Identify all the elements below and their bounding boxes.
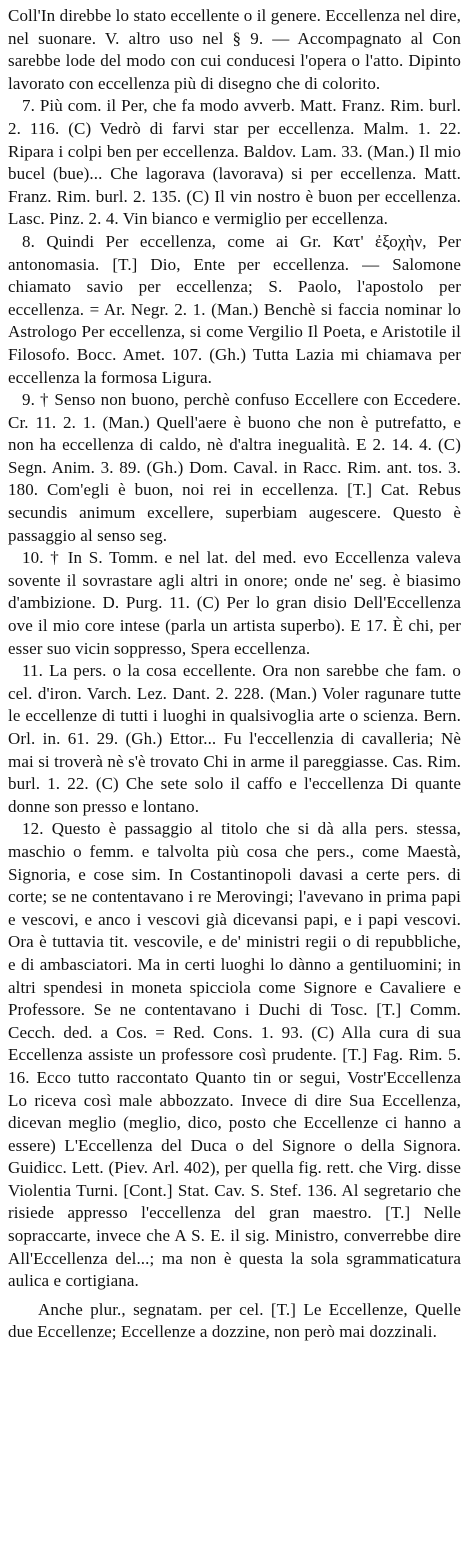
- entry-plural-note: Anche plur., segnatam. per cel. [T.] Le Eccellenze, Quelle due Eccellenze; Eccellenze a dozzine, non però mai dozzinali.: [8, 1299, 461, 1342]
- entry-section-12: 12. Questo è passaggio al titolo che si dà alla pers. stessa, maschio o femm. e talvolta più cosa che pers., come Maestà, Signoria, e cose sim. In Costantinopoli davasi a certe pers. di corte; se ne contentavano i re Merovingi; l'avevano in prima papi e vescovi, e anco i vescovi già dicevansi papi, e i papi vescovi. Ora è tuttavia tit. vescovile, e de' ministri regii o di repubbliche, e di ambasciatori. Ma in certi luoghi lo dànno a gentiluomini; in altri spendesi in moneta spicciola come Signore e Cavaliere e Professore. Se ne contentavano i Duchi di Tosc. [T.] Comm. Cecch. ded. a Cos. = Red. Cons. 1. 93. (C) Alla cura di sua Eccellenza assiste un professore così prudente. [T.] Fag. Rim. 5. 16. Ecco tutto raccontato Quanto tin or segui, Vostr'Eccellenza Lo riceva così male abbozzato. Invece di dire Sua Eccellenza, dicevan meglio (meglio, dico, posto che Eccellenze ci hanno a essere) L'Eccellenza del Duca o del Signore o della Signora. Guidicc. Lett. (Piev. Arl. 402), per quella fig. rett. che Virg. disse Violentia Turni. [Cont.] Stat. Cav. S. Stef. 136. Al segretario che risiede appresso l'eccellenza del gran maestro. [T.] Nelle sopraccarte, invece che A S. E. il sig. Ministro, converrebbe dire All'Eccellenza del...; ma non è questa la sola sgrammaticatura aulica e cortigiana.: [8, 819, 461, 1291]
- entry-section-8: 8. Quindi Per eccellenza, come ai Gr. Κατ' ἐξοχὴν, Per antonomasia. [T.] Dio, Ente per eccellenza. — Salomone chiamato savio per eccellenza; S. Paolo, l'apostolo per eccellenza. = Ar. Negr. 2. 1. (Man.) Benchè si faccia nominar lo Astrologo Per eccellenza, si come Vergilio Il Poeta, e Aristotile il Filosofo. Bocc. Amet. 107. (Gh.) Tutta Lazia mi chiamava per eccellenza la formosa Ligura.: [8, 231, 461, 387]
- entry-paragraph-coll-in: Coll'In direbbe lo stato eccellente o il genere. Eccellenza nel dire, nel suonare. V. altro uso nel § 9. — Accompagnato al Con sarebbe lode del modo con cui conducesi l'opera o l'atto. Dipinto lavorato con eccellenza più di disegno che di colorito.: [8, 6, 461, 93]
- entry-section-11: 11. La pers. o la cosa eccellente. Ora non sarebbe che fam. o cel. d'iron. Varch. Lez. Dant. 2. 228. (Man.) Voler ragunare tutte le eccellenze di tutti i luoghi in qualsivoglia arte o scienza. Bern. Orl. in. 61. 29. (Gh.) Ettor... Fu l'eccellenzia di cavalleria; Nè mai si troverà nè s'è trovato Chi in arme il pareggiasse. Cas. Rim. burl. 1. 22. (C) Che sete solo il caffo e l'eccellenza Di quante donne son presso e lontano.: [8, 661, 461, 816]
- entry-section-9: 9. † Senso non buono, perchè confuso Eccellere con Eccedere. Cr. 11. 2. 1. (Man.) Quell'aere è buono che non è putrefatto, e non ha eccellenza di caldo, nè d'altra inegualità. E 2. 14. 4. (C) Segn. Anim. 3. 89. (Gh.) Dom. Caval. in Racc. Rim. ant. tos. 3. 180. Com'egli è buon, noi rei in eccellenza. [T.] Cat. Rebus secundis animum excellere, superbiam augescere. Questo è passaggio al senso seg.: [8, 390, 461, 545]
- entry-section-10: 10. † In S. Tomm. e nel lat. del med. evo Eccellenza valeva sovente il sovrastare agli altri in onore; onde ne' seg. è biasimo d'ambizione. D. Purg. 11. (C) Per lo gran disio Dell'Eccellenza ove il mio core intese (parla un artista superbo). E 17. È chi, per esser suo vicin soppresso, Spera eccellenza.: [8, 548, 461, 658]
- entry-section-7: 7. Più com. il Per, che fa modo avverb. Matt. Franz. Rim. burl. 2. 116. (C) Vedrò di farvi star per eccellenza. Malm. 1. 22. Ripara i colpi ben per eccellenza. Baldov. Lam. 33. (Man.) Il mio bucel (bue)... Che lagorava (lavorava) si per eccellenza. Matt. Franz. Rim. burl. 2. 135. (C) Il vin nostro è buon per eccellenza. Lasc. Pinz. 2. 4. Vin bianco e vermiglio per eccellenza.: [8, 96, 461, 229]
